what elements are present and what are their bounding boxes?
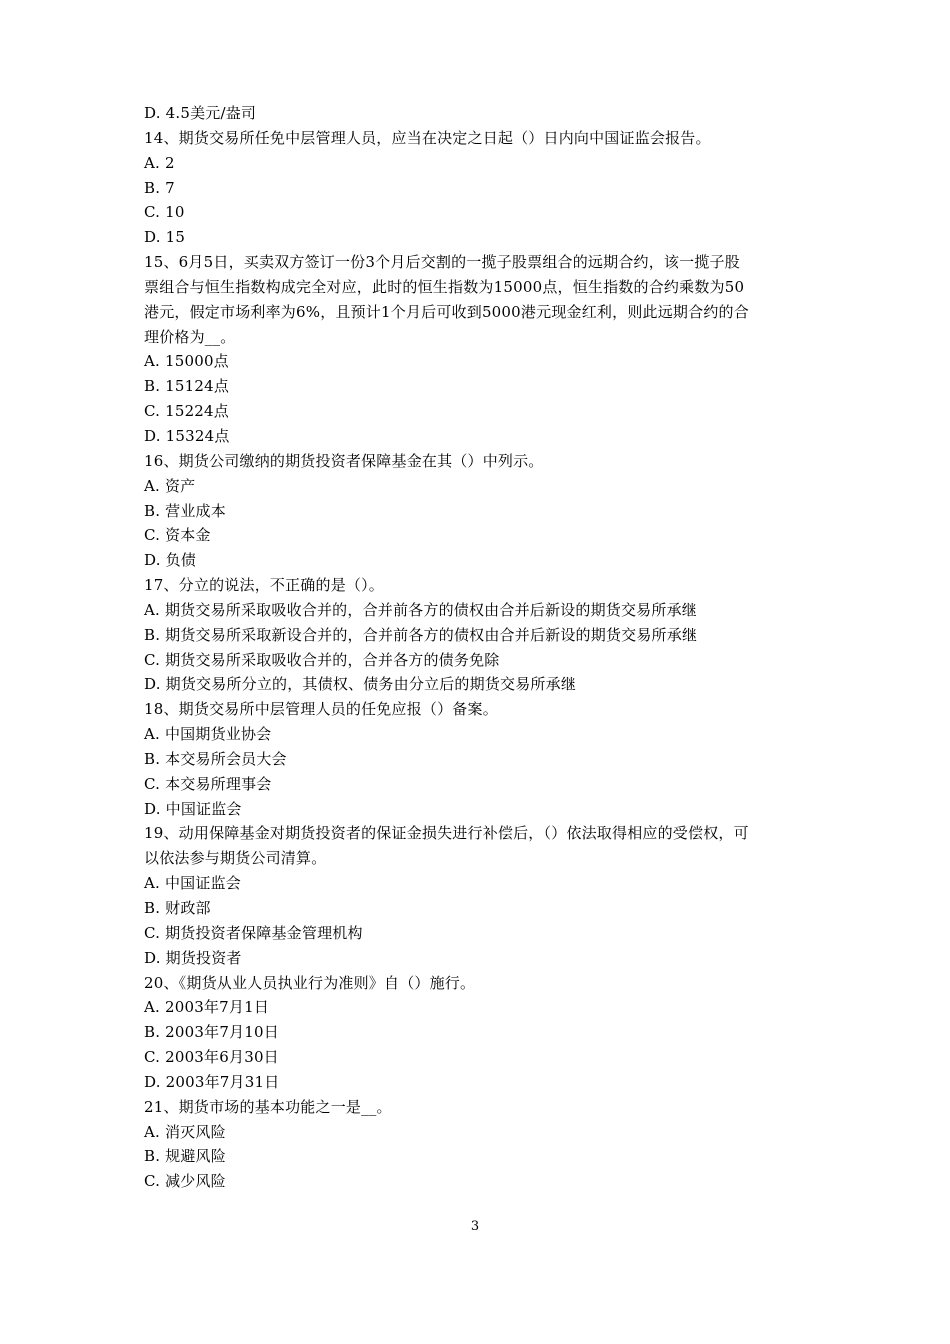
question-15-continued: 理价格为__。 <box>144 327 236 346</box>
option-line: D. 15 <box>144 228 186 247</box>
option-line: C. 期货投资者保障基金管理机构 <box>144 923 363 942</box>
question-16: 16、期货公司缴纳的期货投资者保障基金在其（）中列示。 <box>144 451 544 470</box>
option-line: B. 本交易所会员大会 <box>144 749 287 768</box>
option-line: A. 2 <box>144 153 175 172</box>
question-19-continued: 以依法参与期货公司清算。 <box>144 849 327 868</box>
option-line: B. 7 <box>144 178 175 197</box>
option-line: C. 减少风险 <box>144 1172 226 1191</box>
option-line: A. 资产 <box>144 476 196 495</box>
option-line: A. 期货交易所采取吸收合并的，合并前各方的债权由合并后新设的期货交易所承继 <box>144 600 697 619</box>
option-line: B. 营业成本 <box>144 501 226 520</box>
option-line: D. 2003年7月31日 <box>144 1072 280 1091</box>
option-line: D. 期货投资者 <box>144 948 242 967</box>
option-line: B. 15124点 <box>144 377 230 396</box>
option-line: B. 2003年7月10日 <box>144 1023 279 1042</box>
question-15-continued: 票组合与恒生指数构成完全对应，此时的恒生指数为15000点，恒生指数的合约乘数为50 <box>144 277 745 296</box>
option-line: D. 15324点 <box>144 426 230 445</box>
question-19: 19、动用保障基金对期货投资者的保证金损失进行补偿后，（）依法取得相应的受偿权，可 <box>144 824 749 843</box>
question-15-continued: 港元，假定市场利率为6%，且预计1个月后可收到5000港元现金红利，则此远期合约的合 <box>144 302 749 321</box>
question-20: 20、《期货从业人员执业行为准则》自（）施行。 <box>144 973 476 992</box>
option-line: A. 15000点 <box>144 352 229 371</box>
option-line: C. 资本金 <box>144 526 211 545</box>
document-body <box>144 101 814 1194</box>
option-line: D. 期货交易所分立的，其债权、债务由分立后的期货交易所承继 <box>144 675 577 694</box>
option-line: B. 规避风险 <box>144 1147 226 1166</box>
option-line: D. 中国证监会 <box>144 799 242 818</box>
option-line: C. 15224点 <box>144 402 229 421</box>
option-line: D. 负债 <box>144 551 197 570</box>
option-line: C. 本交易所理事会 <box>144 774 272 793</box>
option-line: A. 2003年7月1日 <box>144 998 270 1017</box>
question-14: 14、期货交易所任免中层管理人员，应当在决定之日起（）日内向中国证监会报告。 <box>144 128 711 147</box>
option-line: D. 4.5美元/盎司 <box>144 104 257 122</box>
option-line: C. 10 <box>144 203 185 222</box>
question-15: 15、6月5日，买卖双方签订一份3个月后交割的一揽子股票组合的远期合约，该一揽子股 <box>144 253 740 272</box>
option-line: A. 消灭风险 <box>144 1122 226 1141</box>
option-line: A. 中国期货业协会 <box>144 725 272 744</box>
option-line: C. 2003年6月30日 <box>144 1048 279 1067</box>
page-number: 3 <box>470 1219 480 1234</box>
question-17: 17、分立的说法，不正确的是（）。 <box>144 576 384 595</box>
option-line: A. 中国证监会 <box>144 874 241 893</box>
option-line: B. 财政部 <box>144 899 211 917</box>
option-line: B. 期货交易所采取新设合并的，合并前各方的债权由合并后新设的期货交易所承继 <box>144 625 698 644</box>
question-18: 18、期货交易所中层管理人员的任免应报（）备案。 <box>144 700 498 719</box>
question-21: 21、期货市场的基本功能之一是__。 <box>144 1097 392 1116</box>
option-line: C. 期货交易所采取吸收合并的，合并各方的债务免除 <box>144 650 500 669</box>
